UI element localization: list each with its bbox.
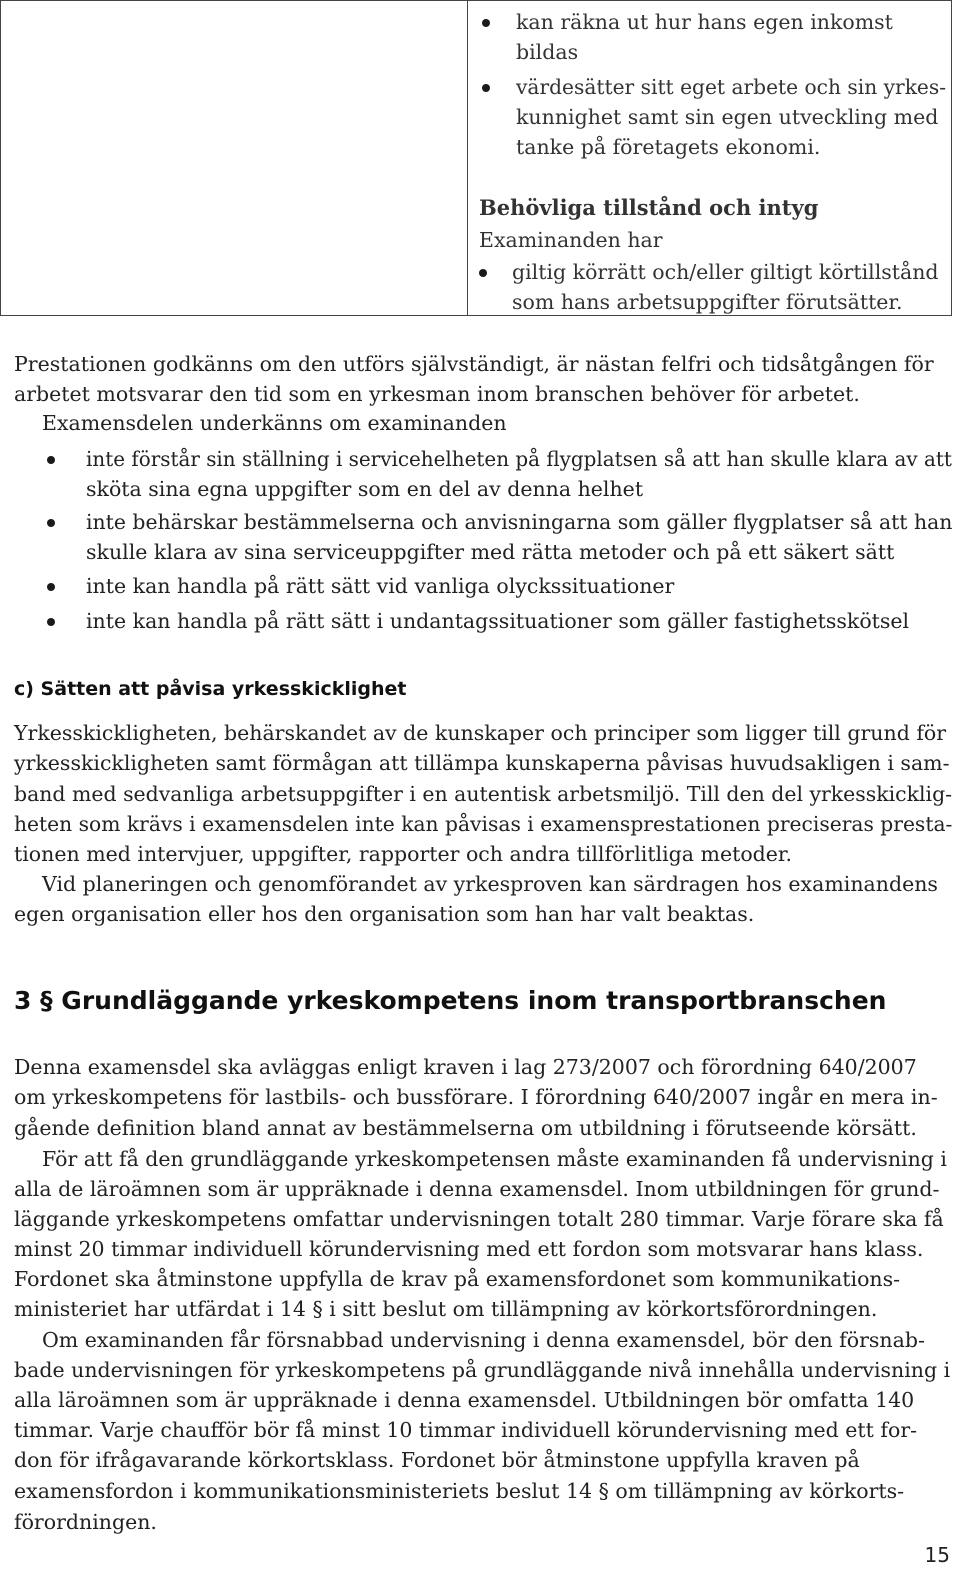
rejected-intro: Examensdelen underkänns om examinanden [42,411,507,435]
bullet-dot [47,583,55,591]
chapter-line: alla läroämnen som är uppräknade i denna examensdel. Utbildningen bör omfatta 140 [14,1388,915,1412]
chapter-line: don för ifrågavarande körkortsklass. Fordonet bör åtminstone uppfylla kraven på [14,1448,860,1472]
section-c-line: yrkesskickligheten samt förmågan att tillämpa kunskaperna påvisas huvudsakligen i sam- [14,751,950,775]
section-c-line: band med sedvanliga arbetsuppgifter i en autentisk arbetsmiljö. Till den del yrkesskicklig- [14,782,953,806]
cell-bullet-line: kan räkna ut hur hans egen inkomst [516,10,893,34]
section-c-line: tionen med intervjuer, uppgifter, rapporter och andra tillförlitliga metoder. [14,842,792,866]
requirements-table [0,0,952,316]
chapter-line: Fordonet ska åtminstone uppfylla de krav på examensfordonet som kommunikations- [14,1267,901,1291]
table-cell-left [0,0,467,316]
cell-bullet-line: tanke på företagets ekonomi. [516,135,821,159]
chapter-line: alla de läroämnen som är uppräknade i denna examensdel. Inom utbildningen för grund- [14,1177,940,1201]
cell-bullet-line: bildas [516,40,579,64]
bullet-dot [47,456,55,464]
chapter-line: ministeriet har utfärdat i 14 § i sitt beslut om tillämpning av körkortsförordningen. [14,1297,878,1321]
bullet-dot [482,19,490,27]
section-c-line: egen organisation eller hos den organisation som han har valt beaktas. [14,902,755,926]
section-c-line: Vid planeringen och genomförandet av yrkesproven kan särdragen hos examinandens [42,872,938,896]
cell-bullet-line: värdesätter sitt eget arbete och sin yrkes- [516,75,947,99]
chapter-line: Om examinanden får försnabbad undervisning i denna examensdel, bör den försnab- [42,1328,925,1352]
chapter-line: examensfordon i kommunikationsministeriets beslut 14 § om tillämpning av körkorts- [14,1479,905,1503]
approved-text-line: arbetet motsvarar den tid som en yrkesman inom branschen behöver för arbetet. [14,382,860,406]
rejected-bullet-line: sköta sina egna uppgifter som en del av denna helhet [86,477,644,501]
chapter-line: minst 20 timmar individuell körundervisning med ett fordon som motsvarar hans klass. [14,1237,924,1261]
section-c-line: Yrkesskickligheten, behärskandet av de kunskaper och principer som ligger till grund för [14,721,947,745]
bullet-dot [47,618,55,626]
cell-heading: Behövliga tillstånd och intyg [479,195,819,220]
chapter-line: bade undervisningen för yrkeskompetens på grundläggande nivå innehålla undervisning i [14,1358,951,1382]
rejected-bullet-line: inte behärskar bestämmelserna och anvisningarna som gäller flygplatser så att han [86,510,953,534]
chapter-line: Denna examensdel ska avläggas enligt kraven i lag 273/2007 och förordning 640/2007 [14,1055,917,1079]
section-c-line: heten som krävs i examensdelen inte kan påvisas i examensprestationen preciseras presta- [14,812,953,836]
chapter-line: För att få den grundläggande yrkeskompetensen måste examinanden få undervisning i [42,1147,947,1171]
cell-bullet-line: kunnighet samt sin egen utveckling med [516,105,939,129]
cell-bullet-line: giltig körrätt och/eller giltigt körtillstånd [512,260,939,284]
rejected-bullet-line: inte kan handla på rätt sätt vid vanliga olyckssituationer [86,574,675,598]
table-cell-right [467,0,952,316]
rejected-bullet-line: inte kan handla på rätt sätt i undantagssituationer som gäller fastighetsskötsel [86,609,910,633]
cell-bullet-line: som hans arbetsuppgifter förutsätter. [512,290,903,314]
chapter-line: gående definition bland annat av bestämmelserna om utbildning i förutseende körsätt. [14,1116,917,1140]
rejected-bullet-line: skulle klara av sina serviceuppgifter med rätta metoder och på ett säkert sätt [86,540,895,564]
bullet-dot [479,269,487,277]
section-c-heading: c) Sätten att påvisa yrkesskicklighet [14,678,407,700]
chapter-heading: 3 § Grundläggande yrkeskompetens inom transportbranschen [14,986,887,1015]
bullet-dot [47,519,55,527]
approved-text-line: Prestationen godkänns om den utförs självständigt, är nästan felfri och tidsåtgången för [14,352,934,376]
chapter-line: läggande yrkeskompetens omfattar undervisningen totalt 280 timmar. Varje förare ska få [14,1207,944,1231]
rejected-bullet-line: inte förstår sin ställning i servicehelheten på flygplatsen så att han skulle klara av att [86,447,952,471]
bullet-dot [482,84,490,92]
page-number: 15 [924,1543,950,1567]
chapter-line: timmar. Varje chaufför bör få minst 10 timmar individuell körundervisning med ett for- [14,1418,918,1442]
cell-intro: Examinanden har [479,228,663,252]
chapter-line: förordningen. [14,1510,157,1534]
chapter-line: om yrkeskompetens för lastbils- och bussförare. I förordning 640/2007 ingår en mera in- [14,1085,938,1109]
